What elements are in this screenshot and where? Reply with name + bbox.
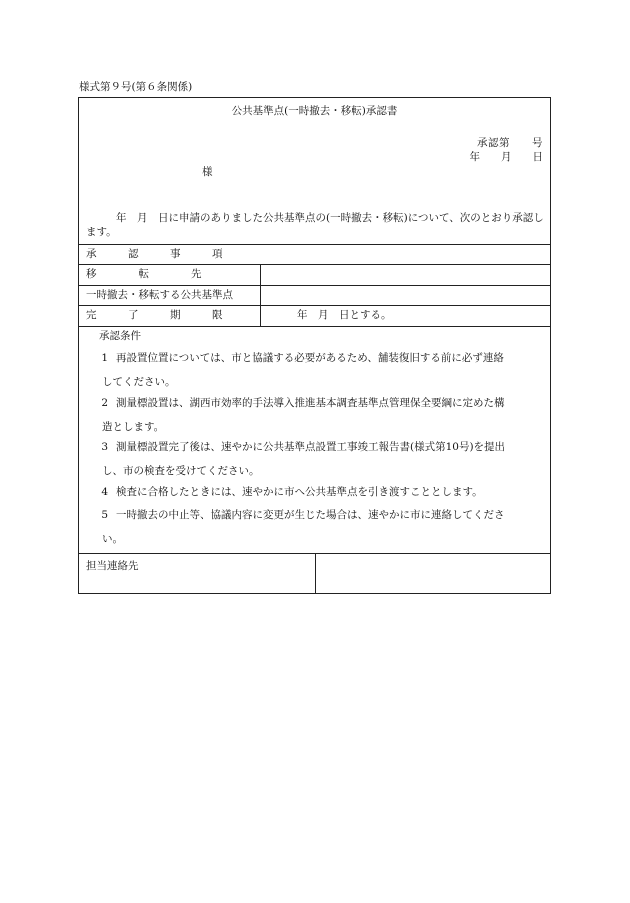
condition-item [86, 346, 548, 394]
condition-text: 検査に合格したときには、速やかに市へ公共基準点を引き渡すこととします。 [116, 486, 483, 498]
condition-text-continued: してください。 [102, 376, 176, 388]
condition-item [86, 391, 548, 439]
condition-item [86, 503, 548, 551]
conditions-title: 承認条件 [99, 330, 141, 342]
table-row-label: 移 転 先 [86, 268, 202, 280]
document-title: 公共基準点(一時撤去・移転)承認書 [231, 105, 398, 117]
condition-text: 測量標設置は、湖西市効率的手法導入推進基本調査基準点管理保全要綱に定めた構 [116, 397, 505, 409]
condition-text-continued: 造とします。 [102, 421, 165, 433]
table-row-label: 一時撤去・移転する公共基準点 [86, 289, 233, 301]
table-column-rule [260, 264, 261, 326]
condition-number: 4 [101, 486, 108, 498]
table-top-rule [79, 244, 550, 245]
table-row-label: 完 了 期 限 [86, 309, 223, 321]
condition-text: 測量標設置完了後は、速やかに公共基準点設置工事竣工報告書(様式第10号)を提出 [116, 441, 506, 453]
condition-text: 再設置位置については、市と協議する必要があるため、舗装復旧する前に必ず連絡 [116, 352, 504, 364]
condition-number: 1 [101, 352, 108, 364]
contact-label: 担当連絡先 [86, 560, 139, 572]
approval-number: 承認第 号 [477, 137, 543, 149]
addressee-suffix: 様 [202, 166, 213, 178]
condition-number: 2 [101, 397, 108, 409]
table-rule [79, 285, 550, 286]
intro-text: 年 月 日に申請のありました公共基準点の(一時撤去・移転)について、次のとおり承認します。 [86, 212, 544, 238]
condition-item [86, 480, 548, 504]
issue-date: 年 月 日 [469, 151, 543, 163]
contact-column-rule [315, 553, 316, 593]
table-rule [79, 264, 550, 265]
table-row-value: 年 月 日とする。 [297, 309, 392, 321]
condition-number: 3 [101, 441, 108, 453]
condition-item [86, 435, 548, 483]
table-rule [79, 305, 550, 306]
approval-form [78, 97, 551, 594]
condition-text-continued: し、市の検査を受けてください。 [102, 465, 260, 477]
table-header-label: 承 認 事 項 [86, 248, 223, 260]
table-bottom-rule [79, 326, 550, 327]
form-number: 様式第９号(第６条関係) [79, 81, 193, 93]
condition-text: 一時撤去の中止等、協議内容に変更が生じた場合は、速やかに市に連絡してくださ [116, 509, 505, 521]
condition-number: 5 [101, 509, 108, 521]
condition-text-continued: い。 [102, 533, 123, 545]
